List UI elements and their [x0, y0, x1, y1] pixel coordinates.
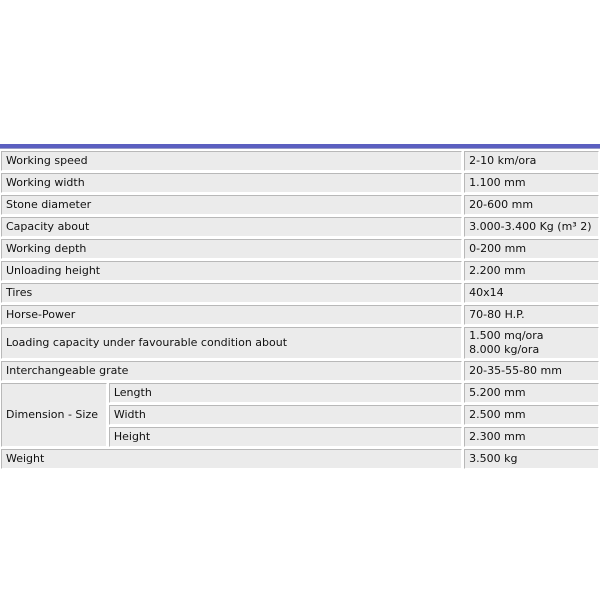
dimension-value: 2.300 mm [464, 427, 599, 447]
dimension-value: 2.500 mm [464, 405, 599, 425]
spec-value: 20-600 mm [464, 195, 599, 215]
spec-label: Working width [1, 173, 462, 193]
spec-label: Interchangeable grate [1, 361, 462, 381]
spec-label: Tires [1, 283, 462, 303]
spec-value: 20-35-55-80 mm [464, 361, 599, 381]
table-row [1, 239, 599, 259]
spec-value-line: 1.500 mq/ora [469, 329, 544, 342]
spec-value: 40x14 [464, 283, 599, 303]
spec-value: 2.200 mm [464, 261, 599, 281]
table-row [1, 305, 599, 325]
table-row [1, 173, 599, 193]
spec-value [464, 327, 599, 359]
specifications-table [0, 149, 600, 471]
spec-label: Stone diameter [1, 195, 462, 215]
table-row [1, 361, 599, 381]
dimension-sub-label: Width [109, 405, 462, 425]
spec-value: 3.000-3.400 Kg (m³ 2) [464, 217, 599, 237]
spec-value-line: 8.000 kg/ora [469, 343, 540, 356]
spec-value: 70-80 H.P. [464, 305, 599, 325]
table-row [1, 449, 599, 469]
spec-value: 0-200 mm [464, 239, 599, 259]
spec-label: Working depth [1, 239, 462, 259]
table-row [1, 261, 599, 281]
dimension-group-label: Dimension - Size [1, 383, 107, 447]
table-row [1, 383, 599, 403]
specs-panel [0, 144, 600, 471]
spec-label: Capacity about [1, 217, 462, 237]
spec-label: Weight [1, 449, 462, 469]
spec-label: Unloading height [1, 261, 462, 281]
spec-value: 3.500 kg [464, 449, 599, 469]
spec-label: Loading capacity under favourable condition about [1, 327, 462, 359]
spec-label: Horse-Power [1, 305, 462, 325]
dimension-value: 5.200 mm [464, 383, 599, 403]
dimension-sub-label: Height [109, 427, 462, 447]
spec-value: 1.100 mm [464, 173, 599, 193]
dimension-sub-label: Length [109, 383, 462, 403]
spec-label: Working speed [1, 151, 462, 171]
table-row [1, 283, 599, 303]
table-row [1, 195, 599, 215]
table-row [1, 327, 599, 359]
table-row [1, 217, 599, 237]
table-row [1, 151, 599, 171]
spec-value: 2-10 km/ora [464, 151, 599, 171]
